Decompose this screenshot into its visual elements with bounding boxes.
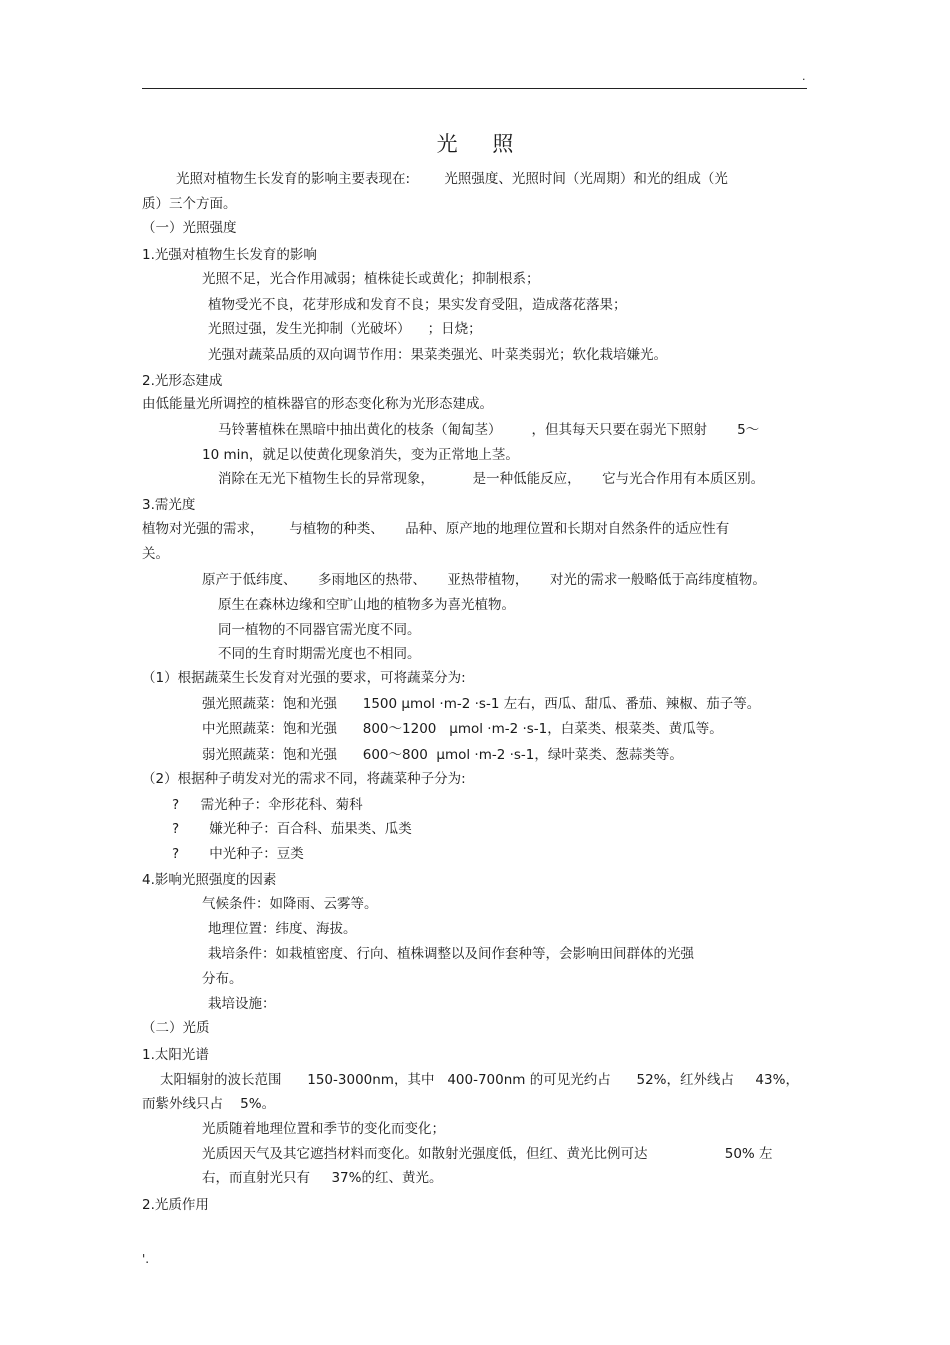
text-line: ? 嫌光种子：百合科、茄果类、瓜类 xyxy=(172,821,412,837)
text-line: 分布。 xyxy=(202,971,243,987)
text-line: 光质随着地理位置和季节的变化而变化； xyxy=(202,1121,445,1137)
text-line: 弱光照蔬菜：饱和光强 600～800 μmol ·m-2 ·s-1，绿叶菜类、葱蒜类等。 xyxy=(202,747,683,763)
text-line: 马铃薯植株在黑暗中抽出黄化的枝条（匍匐茎） ，但其每天只要在弱光下照射 5～ xyxy=(218,422,760,438)
text-line: 强光照蔬菜：饱和光强 1500 μmol ·m-2 ·s-1 左右，西瓜、甜瓜、番茄、辣椒、茄子等。 xyxy=(202,696,761,712)
text-line: 2.光质作用 xyxy=(142,1197,209,1213)
text-line: （1）根据蔬菜生长发育对光强的要求，可将蔬菜分为: xyxy=(142,670,466,686)
text-line: 太阳辐射的波长范围 150-3000nm，其中 400-700nm 的可见光约占 52%，红外线占 43%， xyxy=(160,1072,799,1088)
text-line: 2.光形态建成 xyxy=(142,373,223,389)
text-line: ? 中光种子：豆类 xyxy=(172,846,304,862)
text-line: 栽培条件：如栽植密度、行向、植株调整以及间作套种等，会影响田间群体的光强 xyxy=(208,946,694,962)
text-line: 光强对蔬菜品质的双向调节作用：果菜类强光、叶菜类弱光；软化栽培嫌光。 xyxy=(208,347,667,363)
page-title: 光 照 xyxy=(436,132,528,156)
text-line: 消除在无光下植物生长的异常现象， 是一种低能反应， 它与光合作用有本质区别。 xyxy=(218,471,765,487)
footer-mark: '. xyxy=(142,1252,150,1266)
text-line: 地理位置：纬度、海拔。 xyxy=(208,921,357,937)
text-line: 不同的生育时期需光度也不相同。 xyxy=(218,646,421,662)
text-line: 植物对光强的需求， 与植物的种类、 品种、原产地的地理位置和长期对自然条件的适应性有 xyxy=(142,521,730,537)
text-line: （一）光照强度 xyxy=(142,220,237,236)
text-line: 3.需光度 xyxy=(142,497,196,513)
text-line: 植物受光不良，花芽形成和发育不良；果实发育受阻，造成落花落果； xyxy=(208,297,627,313)
text-line: （二）光质 xyxy=(142,1020,210,1036)
text-line: 右，而直射光只有 37%的红、黄光。 xyxy=(202,1170,443,1186)
text-line: 4.影响光照强度的因素 xyxy=(142,872,277,888)
text-line: ? 需光种子：伞形花科、菊科 xyxy=(172,797,363,813)
text-line: （2）根据种子萌发对光的需求不同，将蔬菜种子分为: xyxy=(142,771,466,787)
text-line: 中光照蔬菜：饱和光强 800～1200 μmol ·m-2 ·s-1，白菜类、根菜类、黄瓜等。 xyxy=(202,721,723,737)
header-mark: . xyxy=(802,70,806,83)
text-line: 质）三个方面。 xyxy=(142,196,237,212)
text-line: 栽培设施： xyxy=(208,996,276,1012)
text-line: 光照对植物生长发育的影响主要表现在: 光照强度、光照时间（光周期）和光的组成（光 xyxy=(176,171,728,187)
text-line: 光照不足，光合作用减弱；植株徒长或黄化；抑制根系； xyxy=(202,271,540,287)
text-line: 原产于低纬度、 多雨地区的热带、 亚热带植物， 对光的需求一般略低于高纬度植物。 xyxy=(202,572,766,588)
text-line: 气候条件：如降雨、云雾等。 xyxy=(202,896,378,912)
text-line: 同一植物的不同器官需光度不同。 xyxy=(218,622,421,638)
text-line: 10 min，就足以使黄化现象消失，变为正常地上茎。 xyxy=(202,447,519,463)
text-line: 而紫外线只占 5%。 xyxy=(142,1096,276,1112)
text-line: 由低能量光所调控的植株器官的形态变化称为光形态建成。 xyxy=(142,396,493,412)
text-line: 关。 xyxy=(142,546,169,562)
header-rule xyxy=(142,88,807,89)
text-line: 光照过强，发生光抑制（光破坏） ；日烧； xyxy=(208,321,482,337)
text-line: 光质因天气及其它遮挡材料而变化。如散射光强度低，但红、黄光比例可达 50% 左 xyxy=(202,1146,773,1162)
text-line: 1.太阳光谱 xyxy=(142,1047,209,1063)
text-line: 1.光强对植物生长发育的影响 xyxy=(142,247,317,263)
text-line: 原生在森林边缘和空旷山地的植物多为喜光植物。 xyxy=(218,597,515,613)
